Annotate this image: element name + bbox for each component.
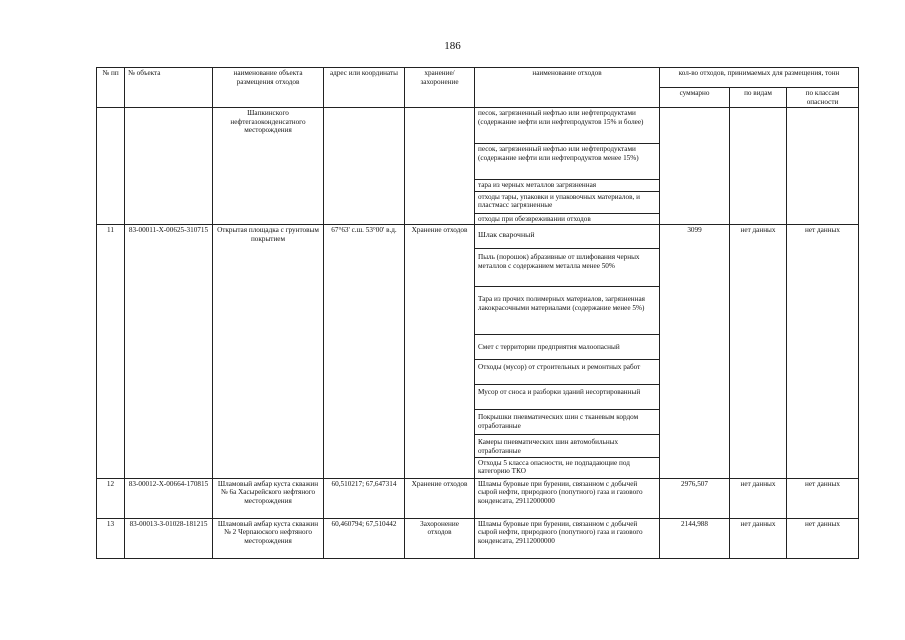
- row-obj-num: 83-00011-Х-00625-310715: [125, 225, 213, 478]
- cont-address: [324, 108, 405, 225]
- row-total: 2976,507: [660, 478, 730, 518]
- row-num: 13: [97, 518, 125, 558]
- row-by-class: нет данных: [787, 518, 859, 558]
- waste-item: Мусор от сноса и разборки зданий несортированный: [475, 385, 660, 410]
- row-address: 67°63' с.ш. 53°00' в.д.: [324, 225, 405, 478]
- cont-storage: [405, 108, 475, 225]
- row-num: 11: [97, 225, 125, 478]
- row-storage: Хранение отходов: [405, 225, 475, 478]
- waste-item: отходы тары, упаковки и упаковочных материалов, и пластмасс загрязненные: [475, 191, 660, 213]
- waste-item: Тара из прочих полимерных материалов, загрязненная лакокрасочными материалами (содержание менее 5%): [475, 287, 660, 335]
- waste-item: тара из черных металлов загрязненная: [475, 180, 660, 192]
- header-waste-name: наименование отходов: [475, 68, 660, 108]
- row-num: 12: [97, 478, 125, 518]
- waste-item: отходы при обезвреживании отходов: [475, 213, 660, 225]
- row-address: 60,460794; 67,510442: [324, 518, 405, 558]
- row-by-type: нет данных: [730, 225, 787, 478]
- table-row: [97, 478, 859, 518]
- cont-total: [660, 108, 730, 225]
- waste-item: Смет с территории предприятия малоопасный: [475, 335, 660, 360]
- waste-item: песок, загрязненный нефтью или нефтепродуктами (содержание нефти или нефтепродуктов 15% и более): [475, 108, 660, 144]
- waste-item: Отходы 5 класса опасности, не подпадающие под категорию ТКО: [475, 457, 660, 478]
- cont-obj-name: Шапкинского нефтегазоконденсатного месторождения: [213, 108, 324, 225]
- row-by-type: нет данных: [730, 518, 787, 558]
- header-num: № пп: [97, 68, 125, 108]
- row-total: 3099: [660, 225, 730, 478]
- waste-item: Шламы буровые при бурении, связанном с добычей сырой нефти, природного (попутного) газа и газового конденсата, 29112000000: [475, 478, 660, 518]
- waste-item: песок, загрязненный нефтью или нефтепродуктами (содержание нефти или нефтепродуктов менее 15%): [475, 144, 660, 180]
- waste-facilities-table: [96, 67, 859, 559]
- header-row: [97, 68, 859, 88]
- row-address: 60,510217; 67,647314: [324, 478, 405, 518]
- table-row: [97, 518, 859, 558]
- cont-by-class: [787, 108, 859, 225]
- header-storage: хранение/захоронение: [405, 68, 475, 108]
- waste-item: Шлак сварочный: [475, 225, 660, 249]
- header-address: адрес или координаты: [324, 68, 405, 108]
- row-obj-num: 83-00012-Х-00664-170815: [125, 478, 213, 518]
- header-amount-group: кол-во отходов, принимаемых для размещения, тонн: [660, 68, 859, 88]
- row-obj-name: Шламовый амбар куста скважин № 2 Черпаюского нефтяного месторождения: [213, 518, 324, 558]
- row-storage: Хранение отходов: [405, 478, 475, 518]
- row-total: 2144,988: [660, 518, 730, 558]
- waste-item: Шламы буровые при бурении, связанном с добычей сырой нефти, природного (попутного) газа и газового конденсата, 29112000000: [475, 518, 660, 558]
- page-number: 186: [444, 40, 461, 52]
- header-total: суммарно: [660, 88, 730, 108]
- row-obj-name: Шламовый амбар куста скважин № 6а Хасырейского нефтяного месторождения: [213, 478, 324, 518]
- waste-item: Камеры пневматических шин автомобильных отработанные: [475, 435, 660, 457]
- table-row: [97, 108, 859, 144]
- cont-by-type: [730, 108, 787, 225]
- row-obj-name: Открытая площадка с грунтовым покрытием: [213, 225, 324, 478]
- row-by-type: нет данных: [730, 478, 787, 518]
- table-row: [97, 225, 859, 249]
- row-by-class: нет данных: [787, 225, 859, 478]
- row-storage: Захоронение отходов: [405, 518, 475, 558]
- header-by-type: по видам: [730, 88, 787, 108]
- header-by-class: по классам опасности: [787, 88, 859, 108]
- header-obj-name: наименование объекта размещения отходов: [213, 68, 324, 108]
- header-obj-num: № объекта: [125, 68, 213, 108]
- waste-item: Покрышки пневматических шин с тканевым кордом отработанные: [475, 410, 660, 435]
- waste-item: Пыль (порошок) абразивные от шлифования черных металлов с содержанием металла менее 50%: [475, 249, 660, 287]
- waste-item: Отходы (мусор) от строительных и ремонтных работ: [475, 360, 660, 385]
- row-obj-num: 83-00013-З-01028-181215: [125, 518, 213, 558]
- row-by-class: нет данных: [787, 478, 859, 518]
- cont-obj-num: [125, 108, 213, 225]
- cont-num: [97, 108, 125, 225]
